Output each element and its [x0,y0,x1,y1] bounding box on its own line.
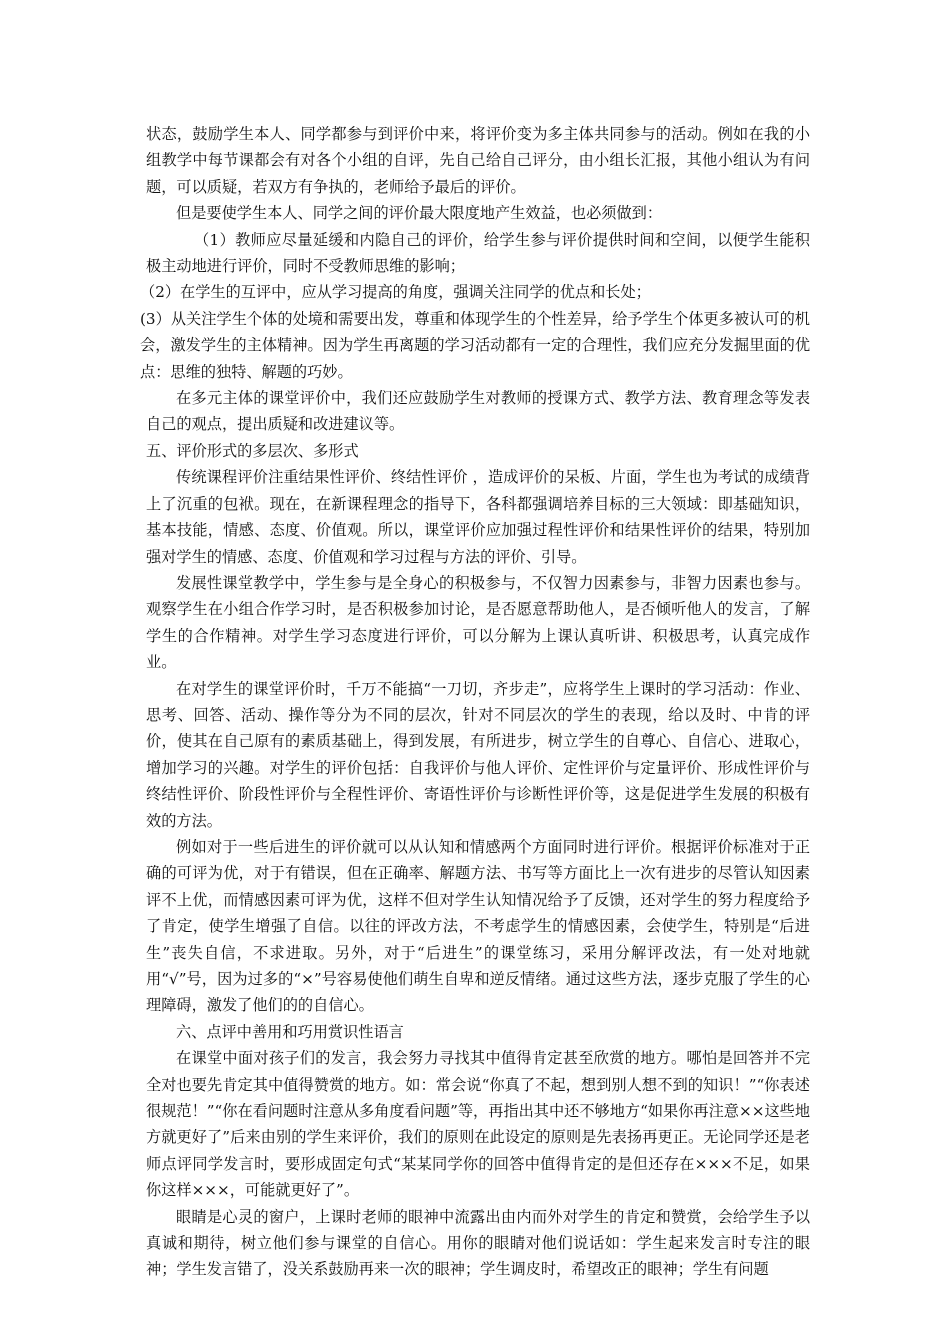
list-item-1: （1）教师应尽量延缓和内隐自己的评价，给学生参与评价提供时间和空间，以便学生能积极主动地进行评价，同时不受教师思维的影响； [146,230,810,276]
document-body [140,121,811,1283]
paragraph-layered-evaluation: 在对学生的课堂评价时，千万不能搞“一刀切，齐步走”，应将学生上课时的学习活动：作业、思考、回答、活动、操作等分为不同的层次，针对不同层次的学生的表现，给以及时、中肯的评价，使其在自己原有的素质基础上，得到发展，有所进步，树立学生的自尊心、自信心、进取心，增加学习的兴趣。对学生的评价包括：自我评价与他人评价、定性评价与定量评价、形成性评价与终结性评价、阶段性评价与全程性评价、寄语性评价与诊断性评价等，这是促进学生发展的积极有效的方法。 [146,679,810,830]
paragraph-struggling-students: 例如对于一些后进生的评价就可以从认知和情感两个方面同时进行评价。根据评价标准对于正确的可评为优，对于有错误，但在正确率、解题方法、书写等方面比上一次有进步的尽管认知因素评不上优，而情感因素可评为优，这样不但对学生认知情况给予了反馈，还对学生的努力程度给予了肯定，使学生增强了自信。以往的评改方法，不考虑学生的情感因素，会使学生，特别是“后进生”丧失自信，不求进取。另外，对于“后进生”的课堂练习，采用分解评改法，有一处对地就用“√”号，因为过多的“×”号容易使他们萌生自卑和逆反情绪。通过这些方法，逐步克服了学生的心理障碍，激发了他们的的自信心。 [146,837,810,1015]
list-item-3: (3）从关注学生个体的处境和需要出发，尊重和体现学生的个性差异，给予学生个体更多被认可的机会，激发学生的主体精神。因为学生再离题的学习活动都有一定的合理性，我们应充分发掘里面的优点：思维的独特、解题的巧妙。 [140,309,810,381]
paragraph-traditional-evaluation: 传统课程评价注重结果性评价、终结性评价 ，造成评价的呆板、片面，学生也为考试的成绩背上了沉重的包袱。现在，在新课程理念的指导下，各科都强调培养目标的三大领域：即基础知识，基本技能，情感、态度、价值观。所以，课堂评价应加强过程性评价和结果性评价的结果，特别加强对学生的情感、态度、价值观和学习过程与方法的评价、引导。 [146,468,810,566]
section-heading-6: 六、点评中善用和巧用赏识性语言 [176,1022,404,1041]
paragraph-requirements-intro: 但是要使学生本人、同学之间的评价最大限度地产生效益，也必须做到： [176,204,662,223]
paragraph-developmental-teaching: 发展性课堂教学中，学生参与是全身心的积极参与，不仅智力因素参与，非智力因素也参与。观察学生在小组合作学习时，是否积极参加讨论，是否愿意帮助他人，是否倾听他人的发言，了解学生的合作精神。对学生学习态度进行评价，可以分解为上课认真听讲、积极思考，认真完成作业。 [146,573,810,672]
section-heading-5: 五、评价形式的多层次、多形式 [146,441,359,460]
list-item-2: （2）在学生的互评中，应从学习提高的角度，强调关注同学的优点和长处； [140,283,651,302]
paragraph-appreciative-language: 在课堂中面对孩子们的发言，我会努力寻找其中值得肯定甚至欣赏的地方。哪怕是回答并不完全对也要先肯定其中值得赞赏的地方。如：常会说“你真了不起，想到别人想不到的知识！”“你表述很规范！”“你在看问题时注意从多角度看问题”等，再指出其中还不够地方“如果你再注意××这些地方就更好了”后来由别的学生来评价，我们的原则在此设定的原则是先表扬再更正。无论同学还是老师点评同学发言时，要形成固定句式“某某同学你的回答中值得肯定的是但还存在×××不足，如果你这样×××，可能就更好了”。 [146,1049,811,1200]
paragraph-eye-contact: 眼睛是心灵的窗户，上课时老师的眼神中流露出由内而外对学生的肯定和赞赏，会给学生予以真诚和期待，树立他们参与课堂的自信心。用你的眼睛对他们说话如：学生起来发言时专注的眼神；学生发言错了，没关系鼓励再来一次的眼神；学生调皮时，希望改正的眼神；学生有问题 [146,1207,810,1279]
paragraph-teacher-feedback: 在多元主体的课堂评价中，我们还应鼓励学生对教师的授课方式、教学方法、教育理念等发表自己的观点，提出质疑和改进建议等。 [146,389,810,434]
paragraph-continuation: 状态，鼓励学生本人、同学都参与到评价中来，将评价变为多主体共同参与的活动。例如在我的小组教学中每节课都会有对各个小组的自评，先自己给自己评分，由小组长汇报，其他小组认为有问题，可以质疑，若双方有争执的，老师给予最后的评价。 [146,125,810,196]
